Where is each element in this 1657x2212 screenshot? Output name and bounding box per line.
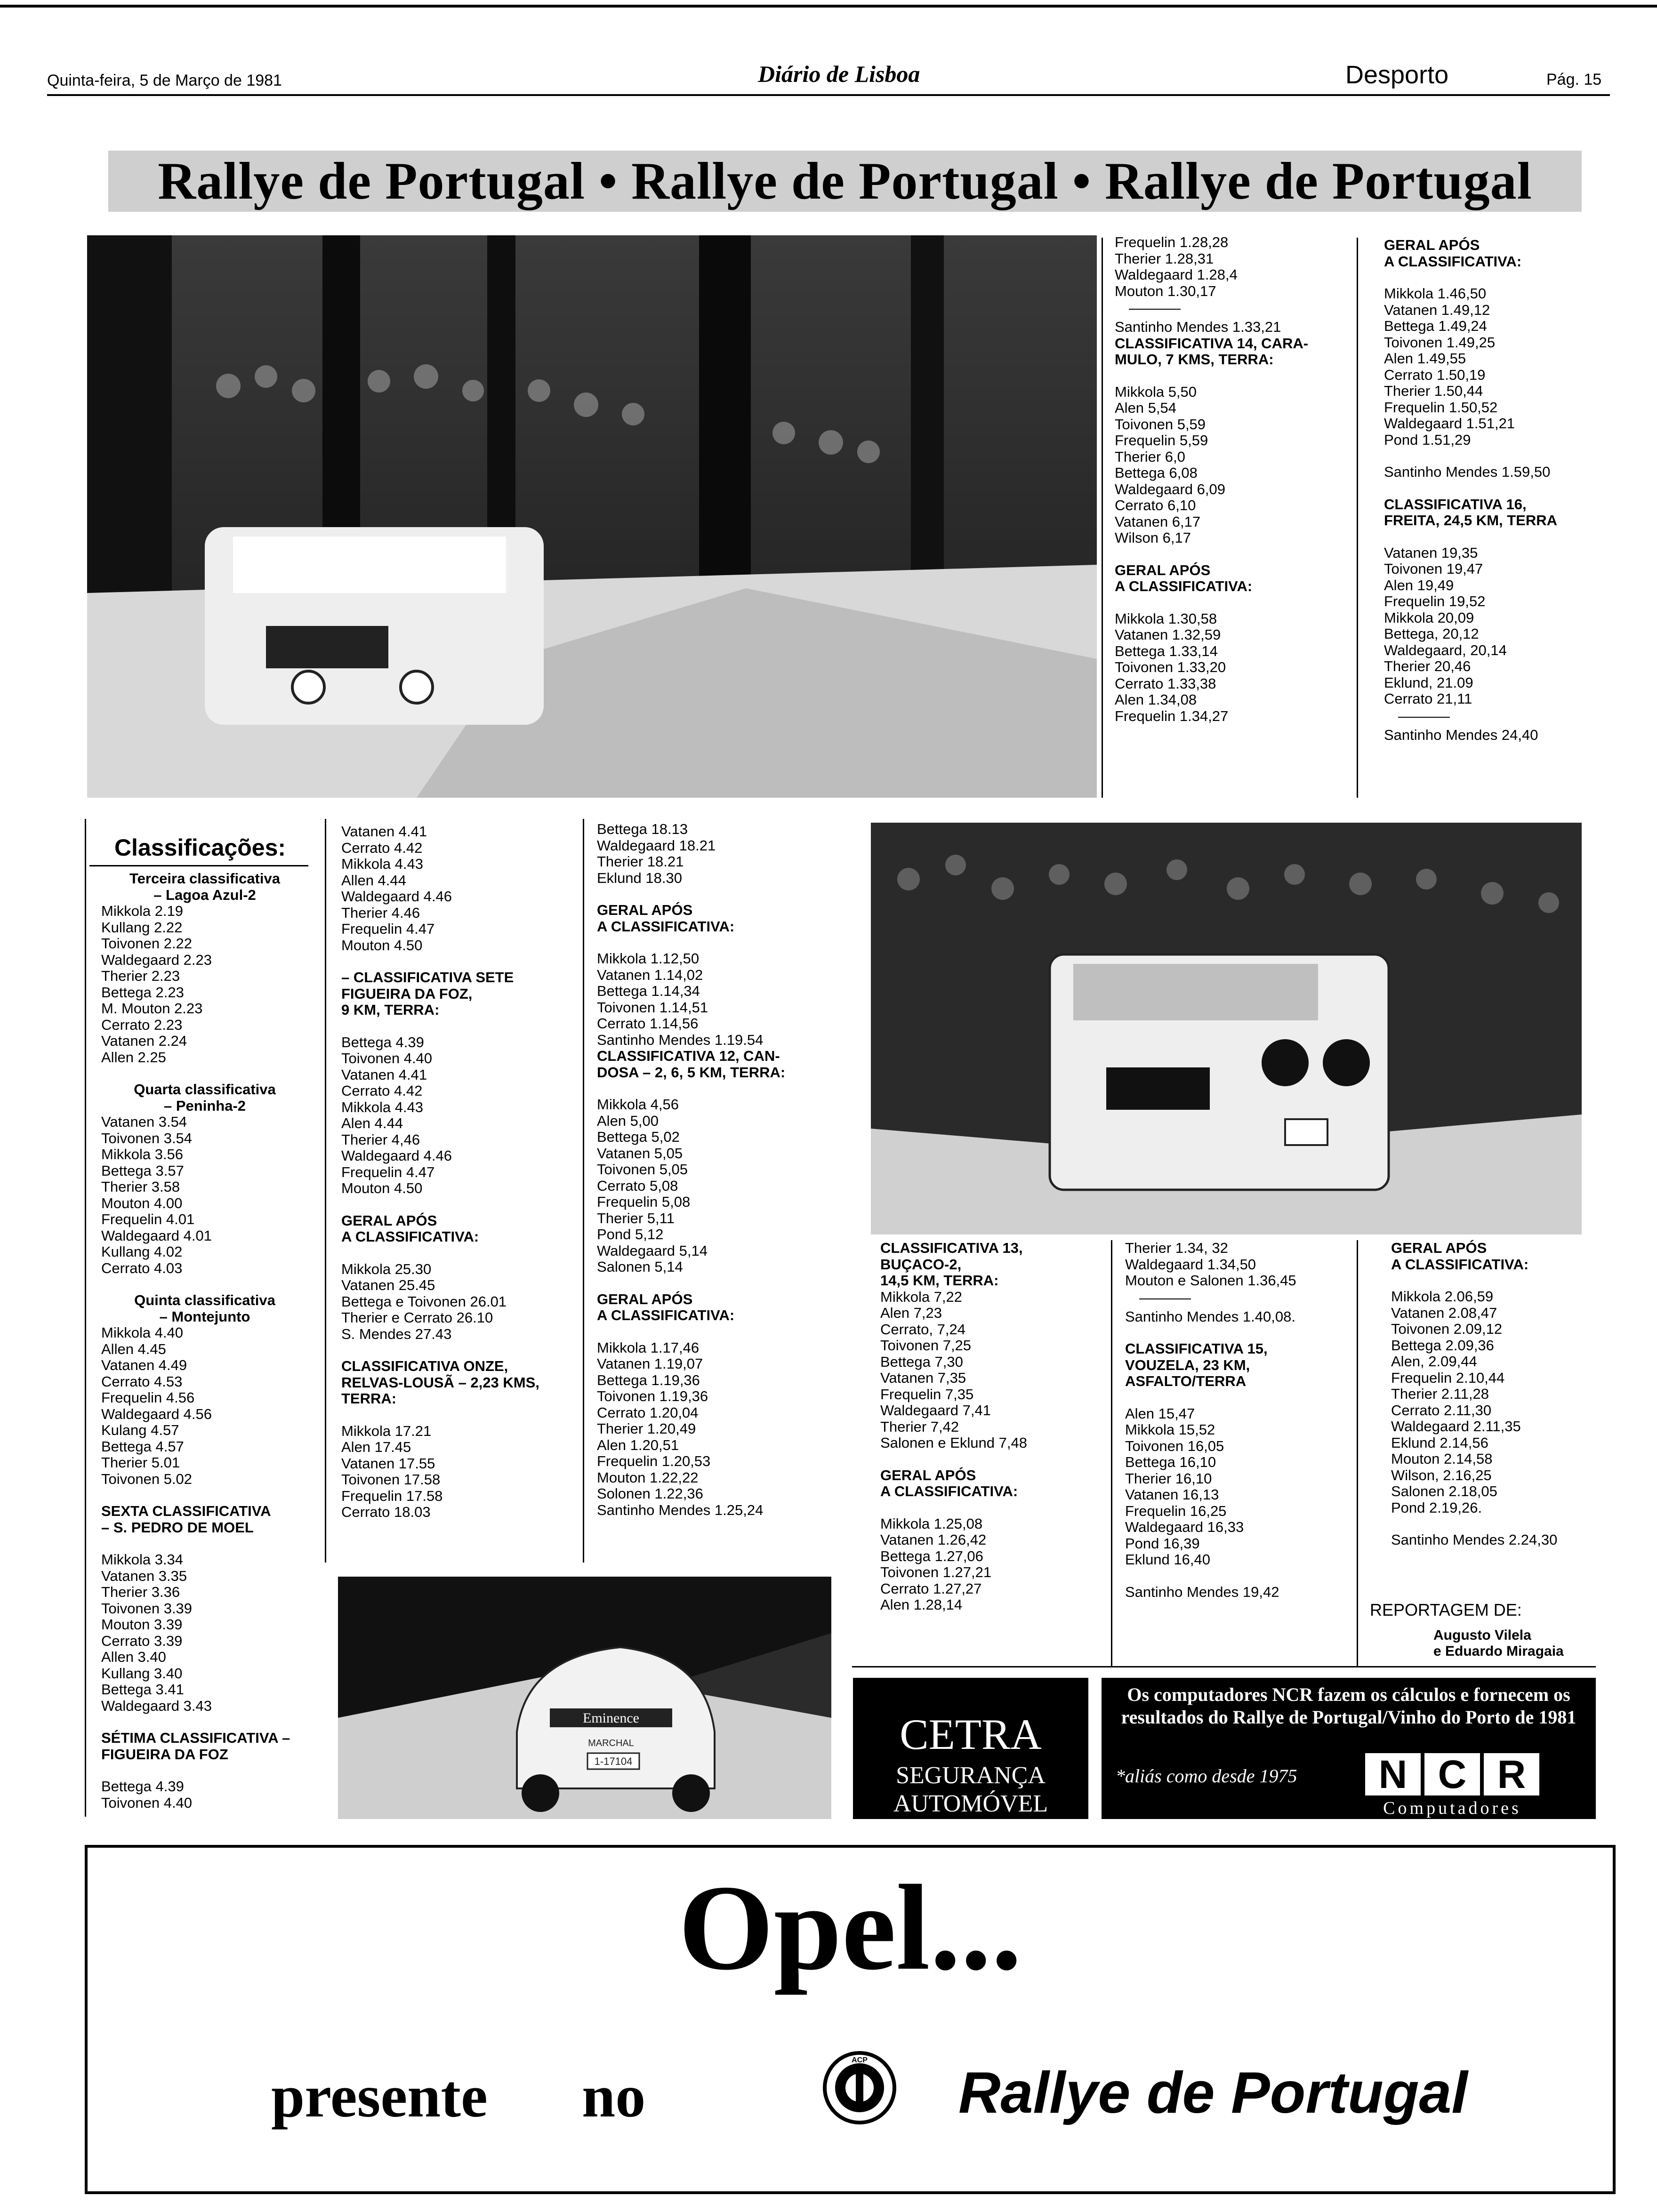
title-rule [89,865,308,866]
rally-photo-porsche [338,1577,831,1819]
spacer [1115,595,1341,611]
result-line: Toivonen 5,05 [597,1161,688,1178]
masthead: Diário de Lisboa [758,61,920,87]
result-line: Vatanen 1.49,12 [1384,301,1490,318]
stage-heading: CLASSIFICATIVA 13, BUÇACO-2, 14,5 KM, TERRA: [880,1240,1023,1289]
result-line: Cerrato 1.50,19 [1384,366,1486,383]
result-line: Waldegaard 4.46 [341,888,452,905]
result-line: Mouton e Salonen 1.36,45 [1125,1272,1296,1289]
reportagem-label: REPORTAGEM DE: [1370,1600,1522,1619]
header-date: Quinta-feira, 5 de Março de 1981 [47,72,282,89]
result-line: Pond 2.19,26. [1391,1499,1482,1516]
result-line: Waldegaard 3.43 [101,1697,212,1714]
result-line: Waldegaard 1.51,21 [1384,415,1515,432]
result-line: Vatanen 2.08,47 [1391,1304,1497,1321]
result-line: Mouton 4.00 [101,1194,183,1211]
spacer [1384,529,1591,545]
result-line: Cerrato 4.03 [101,1259,183,1276]
result-line: Mikkola 4.43 [341,1098,424,1115]
result-line: Mikkola 25.30 [341,1260,432,1277]
result-line: Cerrato 2.11,30 [1391,1402,1492,1419]
ncr-logo [1365,1753,1539,1795]
result-line: Vatanen 16,13 [1125,1486,1219,1503]
separator-line [1129,309,1181,310]
result-line: Therier 3.36 [101,1584,180,1600]
stage-heading: GERAL APÓS A CLASSIFICATIVA: [341,1212,479,1245]
result-line: M. Mouton 2.23 [101,1000,203,1017]
classificacoes-title: Classificações: [114,834,286,861]
spacer [341,1245,577,1261]
result-line: Waldegaard 4.01 [101,1227,212,1244]
stage-heading: – CLASSIFICATIVA SETE FIGUEIRA DA FOZ, 9 KM, TERRA: [341,969,514,1018]
spacer [597,1324,832,1340]
result-line: Mikkola 1.25,08 [880,1515,983,1532]
result-line: Vatanen 1.26,42 [880,1531,987,1548]
result-line: Salonen e Eklund 7,48 [880,1435,1027,1451]
result-line: Toivonen 4.40 [101,1794,193,1811]
spacer [1125,1568,1342,1584]
result-line: Bettega 4.39 [101,1778,184,1795]
result-line: Mikkola 1.12,50 [597,950,700,967]
opel-presente: presente [271,2063,488,2130]
acp-logo-text: ACP [852,2056,868,2064]
column-c [597,821,832,1518]
result-line: Waldegaard 4.46 [341,1147,452,1164]
result-line: Wilson, 2.16,25 [1391,1467,1492,1483]
result-line: Toivonen 16,05 [1125,1437,1224,1454]
spacer [1384,270,1591,286]
stage-heading: GERAL APÓS A CLASSIFICATIVA: [597,1290,735,1323]
result-line: Eklund, 21.09 [1384,674,1473,691]
result-line: Cerrato 4.53 [101,1373,183,1390]
spacer [1391,1273,1589,1289]
column-b [341,824,577,1521]
result-line: Alen 5,54 [1115,400,1176,416]
stage-heading: GERAL APÓS A CLASSIFICATIVA: [880,1467,1018,1499]
result-line: Frequelin 1.20,53 [597,1453,711,1469]
result-line: Mouton 4.50 [341,937,423,954]
result-line: Waldegaard 16,33 [1125,1519,1244,1535]
result-line: Therier 20,46 [1384,658,1471,674]
result-line: Alen 15,47 [1125,1405,1195,1422]
column-rule [85,819,86,1817]
result-line: Bettega 18.13 [597,821,688,837]
acp-logo-icon [822,2050,897,2125]
cetra-line3: AUTOMÓVEL [893,1790,1048,1817]
opel-no: no [582,2063,646,2130]
result-line: Wilson 6,17 [1115,529,1191,546]
result-line: Kullang 2.22 [101,919,183,936]
result-line: Bettega 1.33,14 [1115,642,1218,659]
result-line: Bettega 1.14,34 [597,983,700,999]
result-line: Mikkola 2.19 [101,903,184,919]
result-line: Bettega 2.23 [101,984,184,1001]
spacer [880,1500,1097,1516]
result-line: Frequelin 4.56 [101,1389,195,1406]
result-line: Mouton 3.39 [101,1616,183,1633]
result-line: Frequelin 5,08 [597,1194,691,1210]
result-line: Therier 1.50,44 [1384,383,1483,399]
result-line: Waldegaard 2.11,35 [1391,1418,1521,1435]
stage-heading: GERAL APÓS A CLASSIFICATIVA: [1115,561,1253,594]
result-line: Cerrato 1.20,04 [597,1404,699,1421]
result-line: Pond 16,39 [1125,1535,1200,1552]
result-line: Vatanen 25.45 [341,1277,435,1293]
spacer [597,1081,832,1097]
result-line: Mikkola 17.21 [341,1422,432,1439]
result-line: Mikkola 15,52 [1125,1421,1215,1438]
result-line: Frequelin 4.01 [101,1211,195,1227]
result-line: Santinho Mendes 1.19.54 [597,1031,764,1048]
ncr-tagline: *aliás como desde 1975 [1116,1765,1297,1787]
result-line: Mikkola 3.34 [101,1551,184,1568]
ncr-sub: Computadores [1383,1798,1521,1818]
stage-heading: GERAL APÓS A CLASSIFICATIVA: [1384,237,1522,270]
column-rule [1102,238,1103,798]
result-line: Toivonen 1.49,25 [1384,334,1496,351]
result-line: Kullang 3.40 [101,1665,183,1682]
spacer [597,935,832,951]
result-line: Santinho Mendes 24,40 [1384,726,1538,743]
result-line: Allen 2.25 [101,1049,166,1066]
result-line: Bettega 3.41 [101,1681,184,1698]
separator-line [1139,1298,1191,1299]
section-title: Desporto [1345,61,1449,89]
column-e [1125,1240,1342,1600]
column-rule [1111,1240,1112,1666]
spacer [880,1451,1097,1467]
spacer [1115,368,1341,384]
result-line: Vatanen 17.55 [341,1455,435,1472]
result-line: Vatanen 3.54 [101,1114,187,1130]
spacer [341,1018,577,1034]
result-line: Therier 4,46 [341,1131,420,1148]
result-line: Mikkola 4,56 [597,1096,679,1113]
spacer [1391,1516,1589,1532]
result-line: Bettega 1.27,06 [880,1547,983,1564]
result-line: Frequelin 1.50,52 [1384,399,1498,416]
ncr-logo-r: R [1484,1753,1539,1795]
result-line: Waldegaard, 20,14 [1384,641,1507,658]
result-line: Mikkola 2.06,59 [1391,1288,1494,1305]
result-line: Bettega 5,02 [597,1129,680,1145]
spacer [1384,481,1591,497]
result-line: Toivonen 4.40 [341,1050,433,1066]
result-line: Cerrato 2.23 [101,1016,183,1033]
result-line: Alen 1.34,08 [1115,691,1197,708]
top-column-1 [1115,234,1341,724]
result-line: Toivonen 3.39 [101,1600,193,1617]
car-sponsor-text-2: MARCHAL [588,1738,634,1748]
stage-heading: GERAL APÓS A CLASSIFICATIVA: [597,902,735,935]
result-line: Waldegaard 5,14 [597,1242,708,1259]
result-line: Alen 4.44 [341,1115,403,1131]
result-line: Toivonen 1.19,36 [597,1388,708,1404]
result-line: Bettega 6,08 [1115,465,1198,481]
result-line: Therier 2.23 [101,968,180,984]
result-line: Waldegaard 6,09 [1115,481,1225,497]
result-line: Vatanen 1.14,02 [597,966,703,983]
result-line: Therier 7,42 [880,1418,959,1435]
ncr-text: Os computadores NCR fazem os cálculos e fornecem os resultados do Rallye de Portugal/Vinho do Porto de 1981 [1121,1684,1577,1728]
result-line: Waldegaard 7,41 [880,1402,991,1419]
result-line: Cerrato 4.42 [341,839,423,856]
result-line: Vatanen 7,35 [880,1370,966,1386]
result-line: Santinho Mendes 19,42 [1125,1583,1279,1600]
result-line: Vatanen 1.32,59 [1115,626,1221,643]
spacer [341,1342,577,1358]
result-line: Vatanen 2.24 [101,1033,187,1049]
result-line: Bettega 3.57 [101,1162,184,1179]
result-line: Bettega 4.57 [101,1438,184,1455]
result-line: Bettega 4.39 [341,1034,424,1050]
result-line: Therier 1.34, 32 [1125,1240,1228,1256]
result-line: Therier 1.20,49 [597,1420,696,1437]
result-line: Cerrato 6,10 [1115,497,1196,513]
top-rule [0,5,1657,8]
result-line: Alen 17.45 [341,1439,411,1455]
result-line: Waldegaard 4.56 [101,1405,212,1422]
ncr-logo-c: C [1424,1753,1480,1795]
opel-headline: Opel... [678,1860,1022,1996]
spacer [101,1714,308,1730]
result-line: Mouton 2.14,58 [1391,1451,1493,1467]
result-line: Vatanen 19,35 [1384,544,1478,561]
result-line: Mikkola 5,50 [1115,383,1197,400]
result-line: Vatanen 4.41 [341,1066,427,1083]
result-line: Toivonen 1.27,21 [880,1564,992,1580]
result-line: Mouton 4.50 [341,1180,423,1196]
ncr-logo-n: N [1365,1753,1421,1795]
stage-heading: CLASSIFICATIVA 12, CAN- DOSA – 2, 6, 5 KM, TERRA: [597,1048,786,1081]
spacer [597,1275,832,1291]
result-line: Cerrato 21,11 [1384,690,1472,707]
spacer [1125,1390,1342,1406]
result-line: Vatanen 3.35 [101,1567,187,1584]
stage-heading: CLASSIFICATIVA 16, FREITA, 24,5 KM, TERRA [1384,496,1558,529]
result-line: Bettega 16,10 [1125,1454,1216,1470]
result-line: Frequelin 17.58 [341,1487,443,1504]
result-line: Frequelin 2.10,44 [1391,1369,1505,1386]
ads-rule [852,1666,1596,1667]
result-line: Bettega e Toivonen 26.01 [341,1293,507,1310]
stage-heading: GERAL APÓS A CLASSIFICATIVA: [1391,1240,1529,1273]
result-line: Frequelin 4.47 [341,1163,435,1180]
result-line: Therier 18.21 [597,853,684,870]
ncr-ad [1102,1678,1596,1819]
result-line: Solonen 1.22,36 [597,1485,703,1502]
stage-heading: CLASSIFICATIVA 15, VOUZELA, 23 KM, ASFALTO/TERRA [1125,1340,1268,1389]
rally-photo-forest [87,235,1097,798]
result-line: Eklund 2.14,56 [1391,1434,1488,1451]
separator-line [1398,717,1450,718]
opel-ad [85,1845,1616,2194]
spacer [1125,1325,1342,1341]
spacer [341,1407,577,1423]
spacer [341,1197,577,1213]
result-line: Vatanen 1.19,07 [597,1355,703,1372]
column-rule [1357,1240,1358,1666]
result-line: Eklund 16,40 [1125,1551,1210,1568]
license-plate: 1-17104 [594,1755,633,1767]
result-line: Toivonen 7,25 [880,1337,972,1354]
result-line: Vatanen 5,05 [597,1145,683,1162]
result-line: Mouton 1.30,17 [1115,282,1216,299]
spacer [341,954,577,970]
result-line: Therier 3.58 [101,1178,180,1195]
result-line: Cerrato 1.14,56 [597,1015,699,1032]
result-line: Alen 19,49 [1384,577,1454,593]
result-line: Mikkola 1.30,58 [1115,610,1217,627]
result-line: Frequelin 1.34,27 [1115,707,1229,724]
result-line: Frequelin 7,35 [880,1386,974,1403]
spacer [101,1066,308,1082]
header-rule [47,94,1610,96]
spacer [101,1276,308,1292]
result-line: Cerrato, 7,24 [880,1321,965,1338]
result-line: Alen 5,00 [597,1112,659,1129]
result-line: Santinho Mendes 1.33,21 [1115,319,1281,335]
result-line: Therier 2.11,28 [1391,1386,1489,1402]
result-line: Toivonen 3.54 [101,1130,193,1146]
result-line: Cerrato 3.39 [101,1632,183,1649]
result-line: Frequelin 5,59 [1115,432,1208,449]
result-line: Bettega 7,30 [880,1353,963,1370]
result-line: Frequelin 1.28,28 [1115,234,1229,250]
reportagem-authors: Augusto Vilela e Eduardo Miragaia [1433,1627,1564,1659]
cetra-line2: SEGURANÇA [896,1762,1046,1789]
result-line: Frequelin 4.47 [341,921,435,937]
result-line: Toivonen 1.14,51 [597,999,708,1016]
result-line: Waldegaard 1.28,4 [1115,266,1238,283]
page-number: Pág. 15 [1546,71,1602,88]
result-line: S. Mendes 27.43 [341,1325,452,1342]
result-line: Mikkola 1.46,50 [1384,285,1487,302]
result-line: Cerrato 5,08 [597,1177,678,1194]
stage-heading: Quinta classificativa – Montejunto [134,1292,275,1325]
result-line: Allen 4.45 [101,1340,166,1357]
result-line: Mouton 1.22,22 [597,1469,699,1486]
result-line: Kullang 4.02 [101,1243,183,1260]
result-line: Toivonen 1.33,20 [1115,659,1226,675]
result-line: Toivonen 5,59 [1115,416,1206,433]
result-line: Vatanen 4.49 [101,1357,187,1373]
rally-photo-crowd [871,823,1582,1234]
result-line: Mikkola 7,22 [880,1288,963,1305]
stage-heading: CLASSIFICATIVA 14, CARA- MULO, 7 KMS, TERRA: [1115,335,1309,368]
opel-rallye: Rallye de Portugal [958,2060,1468,2125]
stage-heading: SEXTA CLASSIFICATIVA – S. PEDRO DE MOEL [101,1503,271,1536]
stage-heading: CLASSIFICATIVA ONZE, RELVAS-LOUSÃ – 2,23 KMS, TERRA: [341,1358,539,1407]
result-line: Waldegaard 18.21 [597,837,716,854]
result-line: Therier 5.01 [101,1454,180,1471]
column-rule [1357,238,1358,798]
result-line: Frequelin 16,25 [1125,1502,1227,1519]
result-line: Cerrato 1.27,27 [880,1580,982,1597]
spacer [101,1487,308,1503]
result-line: Waldegaard 1.34,50 [1125,1256,1256,1273]
spacer [101,1536,308,1552]
result-line: Pond 5,12 [597,1226,664,1242]
result-line: Therier 5,11 [597,1210,675,1226]
top-column-2 [1384,237,1591,743]
result-line: Bettega 2.09,36 [1391,1337,1494,1354]
result-line: Vatanen 6,17 [1115,513,1201,530]
result-line: Salonen 5,14 [597,1258,683,1275]
spacer [1115,546,1341,562]
result-line: Vatanen 4.41 [341,823,427,840]
cetra-title: CETRA [900,1710,1042,1758]
result-line: Therier e Cerrato 26.10 [341,1309,493,1326]
result-line: Allen 4.44 [341,872,406,889]
result-line: Therier 16,10 [1125,1470,1212,1487]
spacer [101,1763,308,1779]
result-line: Cerrato 1.33,38 [1115,675,1216,692]
stage-heading: Quarta classificativa – Peninha-2 [134,1081,276,1114]
column-rule [325,819,326,1563]
result-line: Bettega 1.19,36 [597,1371,700,1388]
column-f [1391,1240,1589,1548]
result-line: Waldegaard 2.23 [101,951,212,968]
result-line: Allen 3.40 [101,1649,166,1665]
stage-heading: SÉTIMA CLASSIFICATIVA – FIGUEIRA DA FOZ [101,1730,290,1763]
result-line: Santinho Mendes 1.59,50 [1384,464,1551,480]
column-d [880,1240,1097,1613]
result-line: Salonen 2.18,05 [1391,1483,1497,1499]
column-rule [583,819,584,1563]
result-line: Cerrato 4.42 [341,1082,423,1099]
result-line: Alen 7,23 [880,1305,942,1321]
result-line: Therier 1.28,31 [1115,250,1214,267]
result-line: Therier 4.46 [341,904,420,921]
result-line: Alen 1.28,14 [880,1596,963,1613]
result-line: Mikkola 4.40 [101,1324,184,1341]
result-line: Toivonen 19,47 [1384,561,1483,577]
result-line: Santinho Mendes 1.25,24 [597,1501,764,1518]
result-line: Mikkola 4.43 [341,856,424,872]
result-line: Toivonen 2.09,12 [1391,1321,1503,1337]
result-line: Alen, 2.09,44 [1391,1353,1477,1370]
result-line: Bettega 1.49,24 [1384,318,1487,334]
result-line: Santinho Mendes 1.40,08. [1125,1308,1295,1325]
result-line: Mikkola 1.17,46 [597,1339,700,1356]
result-line: Eklund 18.30 [597,869,682,886]
result-line: Mikkola 20,09 [1384,609,1474,626]
result-line: Alen 1.20,51 [597,1436,679,1453]
result-line: Therier 6,0 [1115,448,1185,465]
result-line: Kulang 4.57 [101,1422,179,1438]
stage-heading: Terceira classificativa – Lagoa Azul-2 [129,870,280,903]
spacer [597,886,832,902]
result-line: Cerrato 18.03 [341,1504,431,1520]
spacer [1384,448,1591,464]
rallye-banner: Rallye de Portugal • Rallye de Portugal • Rallye de Portugal [108,151,1582,212]
result-line: Santinho Mendes 2.24,30 [1391,1531,1558,1548]
result-line: Toivonen 5.02 [101,1470,193,1487]
result-line: Alen 1.49,55 [1384,350,1466,367]
result-line: Pond 1.51,29 [1384,431,1471,448]
car-sponsor-text: Eminence [583,1710,639,1726]
column-a [101,871,308,1811]
result-line: Toivonen 17.58 [341,1471,441,1488]
result-line: Frequelin 19,52 [1384,593,1486,609]
cetra-ad [853,1678,1088,1819]
result-line: Bettega, 20,12 [1384,625,1479,642]
result-line: Toivonen 2.22 [101,935,193,952]
result-line: Mikkola 3.56 [101,1146,184,1162]
